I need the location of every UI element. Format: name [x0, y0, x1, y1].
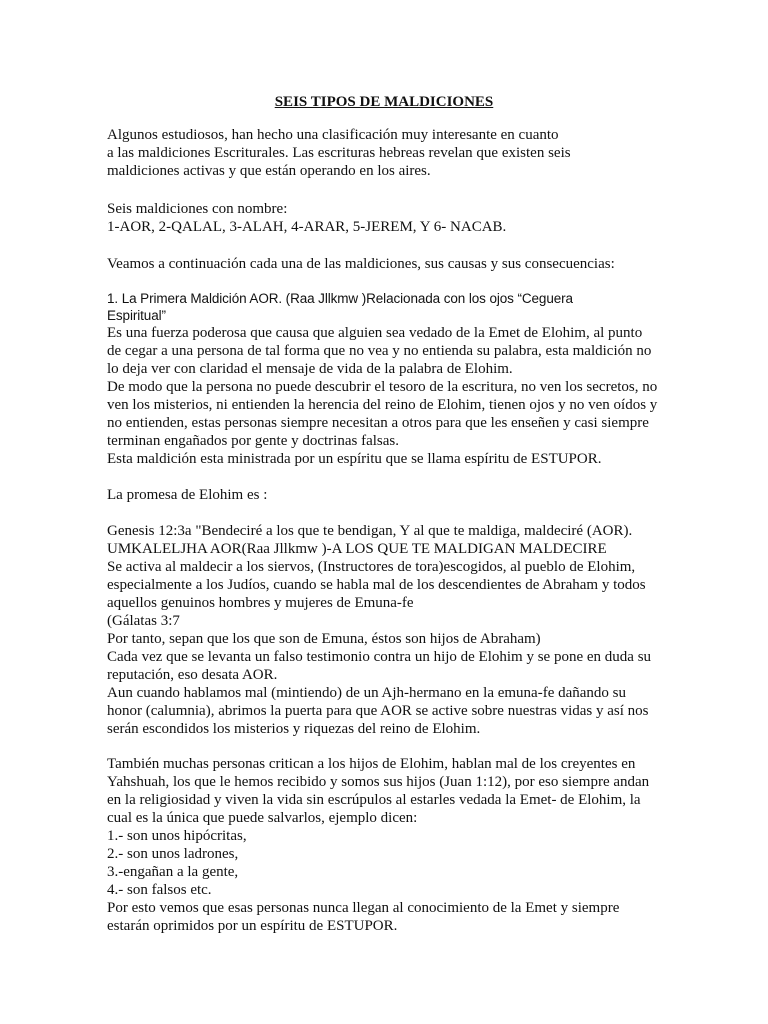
text-line: honor (calumnia), abrimos la puerta para que AOR se active sobre nuestras vidas y así nos	[107, 703, 649, 719]
text-line: Veamos a continuación cada una de las maldiciones, sus causas y sus consecuencias:	[107, 256, 615, 272]
text-line: Seis maldiciones con nombre:	[107, 201, 288, 217]
text-line: UMKALELJHA AOR(Raa Jllkmw )-A LOS QUE TE MALDIGAN MALDECIRE	[107, 541, 607, 557]
text-line: Esta maldición esta ministrada por un espíritu que se llama espíritu de ESTUPOR.	[107, 451, 602, 467]
text-line: Cada vez que se levanta un falso testimonio contra un hijo de Elohim y se pone en duda su	[107, 649, 652, 665]
text-line: no entienden, estas personas siempre necesitan a otros para que les enseñen y casi siempre	[107, 415, 649, 431]
text-line: Yahshuah, los que le hemos recibido y somos sus hijos (Juan 1:12), por eso siempre andan	[107, 774, 650, 790]
text-line: Algunos estudiosos, han hecho una clasificación muy interesante en cuanto	[107, 127, 559, 143]
text-line: Por esto vemos que esas personas nunca llegan al conocimiento de la Emet y siempre	[107, 900, 620, 916]
document-title: SEIS TIPOS DE MALDICIONES	[274, 94, 494, 110]
text-line: reputación, eso desata AOR.	[107, 667, 278, 683]
text-line: También muchas personas critican a los hijos de Elohim, hablan mal de los creyentes en	[107, 756, 636, 772]
intro-paragraph	[107, 126, 667, 180]
text-line: especialmente a los Judíos, cuando se habla mal de los descendientes de Abraham y todos	[107, 577, 646, 593]
text-line: aquellos genuinos hombres y mujeres de Emuna-fe	[107, 595, 414, 611]
text-line: Genesis 12:3a "Bendeciré a los que te bendigan, Y al que te maldiga, maldeciré (AOR).	[107, 523, 633, 539]
text-line: lo deja ver con claridad el mensaje de vida de la palabra de Elohim.	[107, 361, 513, 377]
text-line: Aun cuando hablamos mal (mintiendo) de un Ajh-hermano en la emuna-fe dañando su	[107, 685, 627, 701]
text-line: estarán oprimidos por un espíritu de ESTUPOR.	[107, 918, 398, 934]
text-line: 1-AOR, 2-QALAL, 3-ALAH, 4-ARAR, 5-JEREM, Y 6- NACAB.	[107, 219, 507, 235]
text-line: terminan engañados por gente y doctrinas falsas.	[107, 433, 399, 449]
text-line: De modo que la persona no puede descubrir el tesoro de la escritura, no ven los secretos, no	[107, 379, 658, 395]
veamos-paragraph	[107, 255, 667, 273]
first-curse-body	[107, 324, 667, 468]
text-line: Por tanto, sepan que los que son de Emuna, éstos son hijos de Abraham)	[107, 631, 541, 647]
list-item: 3.-engañan a la gente,	[107, 864, 239, 880]
text-line: maldiciones activas y que están operando en los aires.	[107, 163, 431, 179]
text-line: Es una fuerza poderosa que causa que alguien sea vedado de la Emet de Elohim, al punto	[107, 325, 643, 341]
text-line: de cegar a una persona de tal forma que no vea y no entienda su palabra, esta maldición no	[107, 343, 652, 359]
text-line: a las maldiciones Escriturales. Las escrituras hebreas revelan que existen seis	[107, 145, 571, 161]
text-line: ven los misterios, ni entienden la herencia del reino de Elohim, tienen ojos y no ven oídos y	[107, 397, 658, 413]
list-item: 1.- son unos hipócritas,	[107, 828, 247, 844]
list-item: 4.- son falsos etc.	[107, 882, 212, 898]
curse-names-paragraph	[107, 200, 667, 236]
first-curse-heading	[107, 290, 667, 324]
heading-line: 1. La Primera Maldición AOR. (Raa Jllkmw )Relacionada con los ojos “Ceguera	[107, 291, 573, 306]
text-line: cual es la única que puede salvarlos, ejemplo dicen:	[107, 810, 418, 826]
text-line: en la religiosidad y viven la vida sin escrúpulos al estarles vedada la Emet- de Elohim, la	[107, 792, 641, 808]
text-line: serán escondidos los misterios y riquezas del reino de Elohim.	[107, 721, 481, 737]
list-item: 2.- son unos ladrones,	[107, 846, 239, 862]
text-line: (Gálatas 3:7	[107, 613, 180, 629]
genesis-paragraph	[107, 522, 667, 738]
tambien-paragraph	[107, 755, 667, 935]
heading-line: Espiritual”	[107, 308, 166, 323]
promise-paragraph	[107, 486, 667, 504]
text-line: Se activa al maldecir a los siervos, (Instructores de tora)escogidos, al pueblo de Elohim,	[107, 559, 636, 575]
text-line: La promesa de Elohim es :	[107, 487, 268, 503]
